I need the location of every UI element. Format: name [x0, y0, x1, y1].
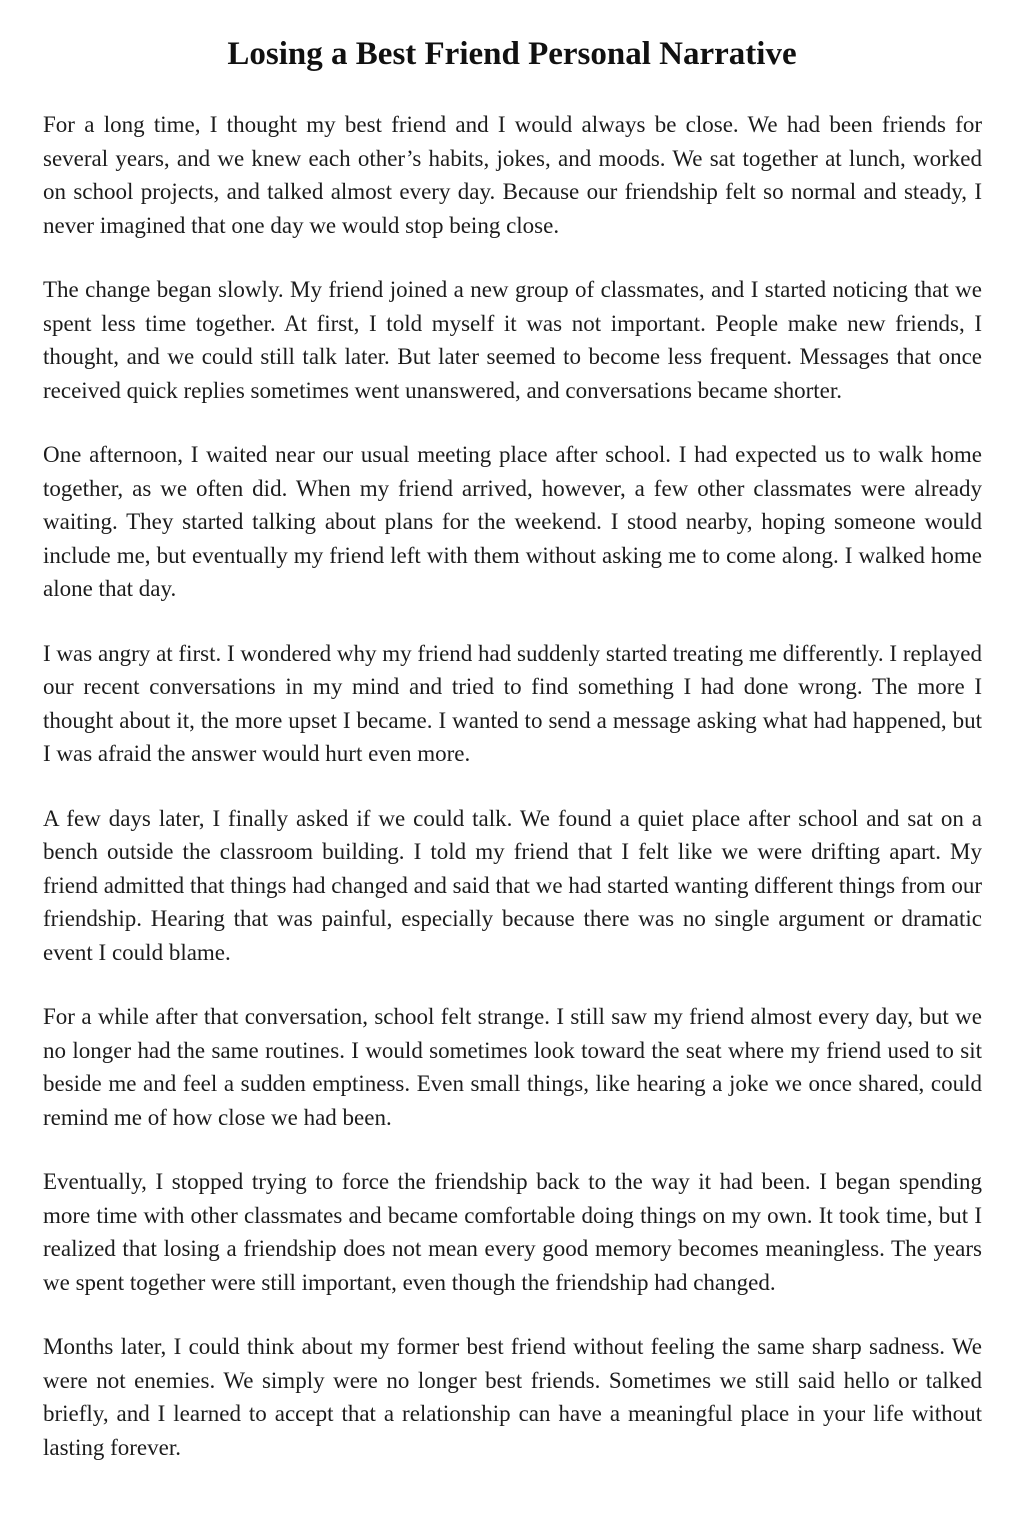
- paragraph-3: One afternoon, I waited near our usual meeting place after school. I had expected us to walk home together, as we often did. When my friend arrived, however, a few other classmates were already waiting. They started talking about plans for the weekend. I stood nearby, hoping someone would include me, but eventually my friend left with them without asking me to come along. I walked home alone that day.: [43, 442, 982, 601]
- document-title: Losing a Best Friend Personal Narrative: [227, 36, 797, 72]
- paragraph-5: A few days later, I finally asked if we could talk. We found a quiet place after school and sat on a bench outside the classroom building. I told my friend that I felt like we were drifting apart. My friend admitted that things had changed and said that we had started wanting different things from our friendship. Hearing that was painful, especially because there was no single argument or dramatic event I could blame.: [43, 805, 982, 965]
- paragraph-7: Eventually, I stopped trying to force the friendship back to the way it had been. I began spending more time with other classmates and became comfortable doing things on my own. It took time, but I realized that losing a friendship does not mean every good memory becomes meaningless. The years we spent together were still important, even though the friendship had changed.: [43, 1169, 982, 1295]
- document-body: [43, 108, 982, 1495]
- paragraph-2: The change began slowly. My friend joined a new group of classmates, and I started noticing that we spent less time together. At first, I told myself it was not important. People make new friends, I thought, and we could still talk later. But later seemed to become less frequent. Messages that once received quick replies sometimes went unanswered, and conversations became shorter.: [43, 277, 982, 403]
- paragraph-4: I was angry at first. I wondered why my friend had suddenly started treating me differently. I replayed our recent conversations in my mind and tried to find something I had done wrong. The more I thought about it, the more upset I became. I wanted to send a message asking what had happened, but I was afraid the answer would hurt even more.: [43, 640, 982, 766]
- paragraph-6: For a while after that conversation, school felt strange. I still saw my friend almost every day, but we no longer had the same routines. I would sometimes look toward the seat where my friend used to sit beside me and feel a sudden emptiness. Even small things, like hearing a joke we once shared, could remind me of how close we had been.: [43, 1004, 982, 1130]
- paragraph-1: For a long time, I thought my best friend and I would always be close. We had been friends for several years, and we knew each other’s habits, jokes, and moods. We sat together at lunch, worked on school projects, and talked almost every day. Because our friendship felt so normal and steady, I never imagined that one day we would stop being close.: [43, 112, 982, 238]
- paragraph-8: Months later, I could think about my former best friend without feeling the same sharp sadness. We were not enemies. We simply were no longer best friends. Sometimes we still said hello or talked briefly, and I learned to accept that a relationship can have a meaningful place in your life without lasting forever.: [43, 1334, 982, 1460]
